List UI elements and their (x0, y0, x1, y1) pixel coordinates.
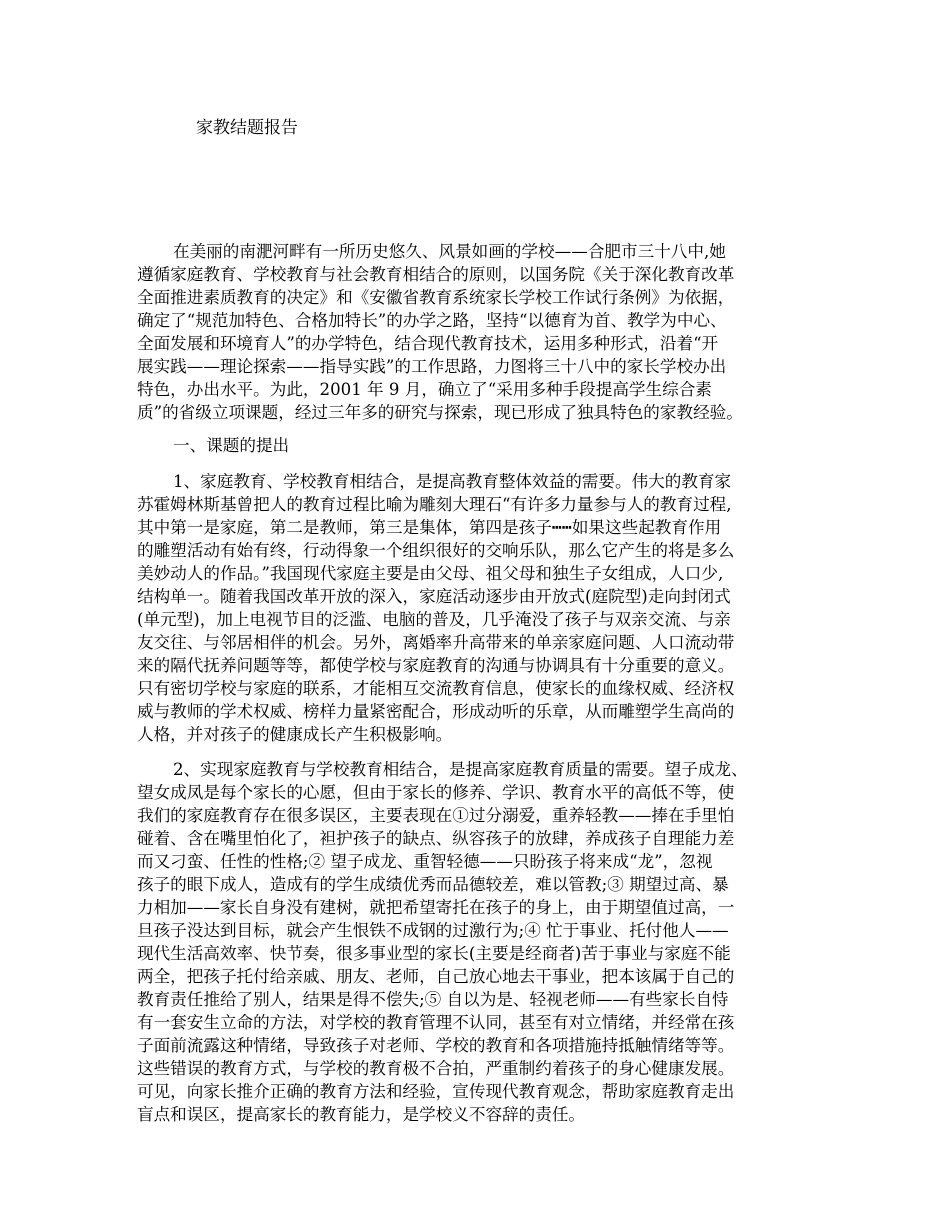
text-line: 在美丽的南淝河畔有一所历史悠久、风景如画的学校——合肥市三十八中,她 (173, 242, 726, 261)
text-line: 来的隔代抚养问题等等，都使学校与家庭教育的沟通与协调具有十分重要的意义。 (137, 656, 735, 675)
text-line: 旦孩子没达到目标，就会产生恨铁不成钢的过激行为;④ 忙于事业、托付他人—— (137, 921, 729, 940)
text-line: 现代生活高效率、快节奏，很多事业型的家长(主要是经商者)苦于事业与家庭不能 (137, 944, 731, 963)
text-line: 苏霍姆林斯基曾把人的教育过程比喻为雕刻大理石“有许多力量参与人的教育过程, (137, 495, 732, 514)
paragraph-2 (137, 758, 813, 1126)
text-line: 2、实现家庭教育与学校教育相结合，是提高家庭教育质量的需要。望子成龙、 (173, 760, 748, 779)
text-line: 的雕塑活动有始有终，行动得象一个组织很好的交响乐队，那么它产生的将是多么 (137, 541, 735, 560)
intro-paragraph (137, 240, 813, 424)
text-line: 展实践——理论探索——指导实践”的工作思路，力图将三十八中的家长学校办出 (137, 357, 727, 376)
text-line: 全面发展和环境育人”的办学特色，结合现代教育技术，运用多种形式，沿着“开 (137, 334, 719, 353)
text-line: 碰着、含在嘴里怕化了，袒护孩子的缺点、纵容孩子的放肆，养成孩子自理能力差 (137, 829, 735, 848)
text-line: 确定了“规范加特色、合格加特长”的办学之路，坚持“以德育为首、教学为中心、 (137, 311, 727, 330)
text-line: 1、家庭教育、学校教育相结合，是提高教育整体效益的需要。伟大的教育家 (173, 472, 732, 491)
text-line: 特色，办出水平。为此，2001 年 9 月，确立了“采用多种手段提高学生综合素 (137, 380, 712, 399)
text-line: 全面推进素质教育的决定》和《安徽省教育系统家长学校工作试行条例》为依据， (137, 288, 735, 307)
text-line: 遵循家庭教育、学校教育与社会教育相结合的原则，以国务院《关于深化教育改革 (137, 265, 735, 284)
text-line: 子面前流露这种情绪，导致孩子对老师、学校的教育和各项措施持抵触情绪等等。 (137, 1036, 735, 1055)
text-line: 力相加——家长自身没有建树，就把希望寄托在孩子的身上，由于期望值过高，一 (137, 898, 735, 917)
text-line: 孩子的眼下成人，造成有的学生成绩优秀而品德较差，难以管教;③ 期望过高、暴 (137, 875, 729, 894)
paragraph-1 (137, 470, 813, 746)
text-line: 盲点和误区，提高家长的教育能力，是学校义不容辞的责任。 (137, 1105, 586, 1124)
text-line: 质”的省级立项课题，经过三年多的研究与探索，现已形成了独具特色的家教经验。 (137, 403, 743, 422)
text-line: 友交往、与邻居相伴的机会。另外，离婚率升高带来的单亲家庭问题、人口流动带 (137, 633, 735, 652)
text-line: 两全，把孩子托付给亲戚、朋友、老师，自己放心地去干事业，把本该属于自己的 (137, 967, 735, 986)
text-line: 美妙动人的作品。”我国现代家庭主要是由父母、祖父母和独生子女组成，人口少, (137, 564, 724, 583)
text-line: 我们的家庭教育存在很多误区，主要表现在①过分溺爱，重养轻教——捧在手里怕 (137, 806, 735, 825)
text-line: 人格，并对孩子的健康成长产生积极影响。 (137, 725, 453, 744)
text-line: 威与教师的学术权威、榜样力量紧密配合，形成动听的乐章，从而雕塑学生高尚的 (137, 702, 735, 721)
text-line: 有一套安生立命的方法，对学校的教育管理不认同，甚至有对立情绪，并经常在孩 (137, 1013, 735, 1032)
text-line: 结构单一。随着我国改革开放的深入，家庭活动逐步由开放式(庭院型)走向封闭式 (137, 587, 731, 606)
text-line: 其中第一是家庭，第二是教师，第三是集体，第四是孩子┅┅如果这些起教育作用 (137, 518, 722, 537)
document-title: 家教结题报告 (196, 118, 298, 138)
section-heading: 一、课题的提出 (173, 436, 290, 455)
text-line: 教育责任推给了别人，结果是得不偿失;⑤ 自以为是、轻视老师——有些家长自恃 (137, 990, 729, 1009)
text-line: (单元型)，加上电视节目的泛滥、电脑的普及，几乎淹没了孩子与双亲交流、与亲 (137, 610, 731, 629)
text-line: 可见，向家长推介正确的教育方法和经验，宣传现代教育观念，帮助家庭教育走出 (137, 1082, 735, 1101)
text-line: 而又刁蛮、任性的性格;② 望子成龙、重智轻德——只盼孩子将来成“龙”，忽视 (137, 852, 713, 871)
text-line: 这些错误的教育方式，与学校的教育极不合拍，严重制约着孩子的身心健康发展。 (137, 1059, 735, 1078)
text-line: 望女成凤是每个家长的心愿，但由于家长的修养、学识、教育水平的高低不等，使 (137, 783, 735, 802)
text-line: 只有密切学校与家庭的联系，才能相互交流教育信息，使家长的血缘权威、经济权 (137, 679, 735, 698)
